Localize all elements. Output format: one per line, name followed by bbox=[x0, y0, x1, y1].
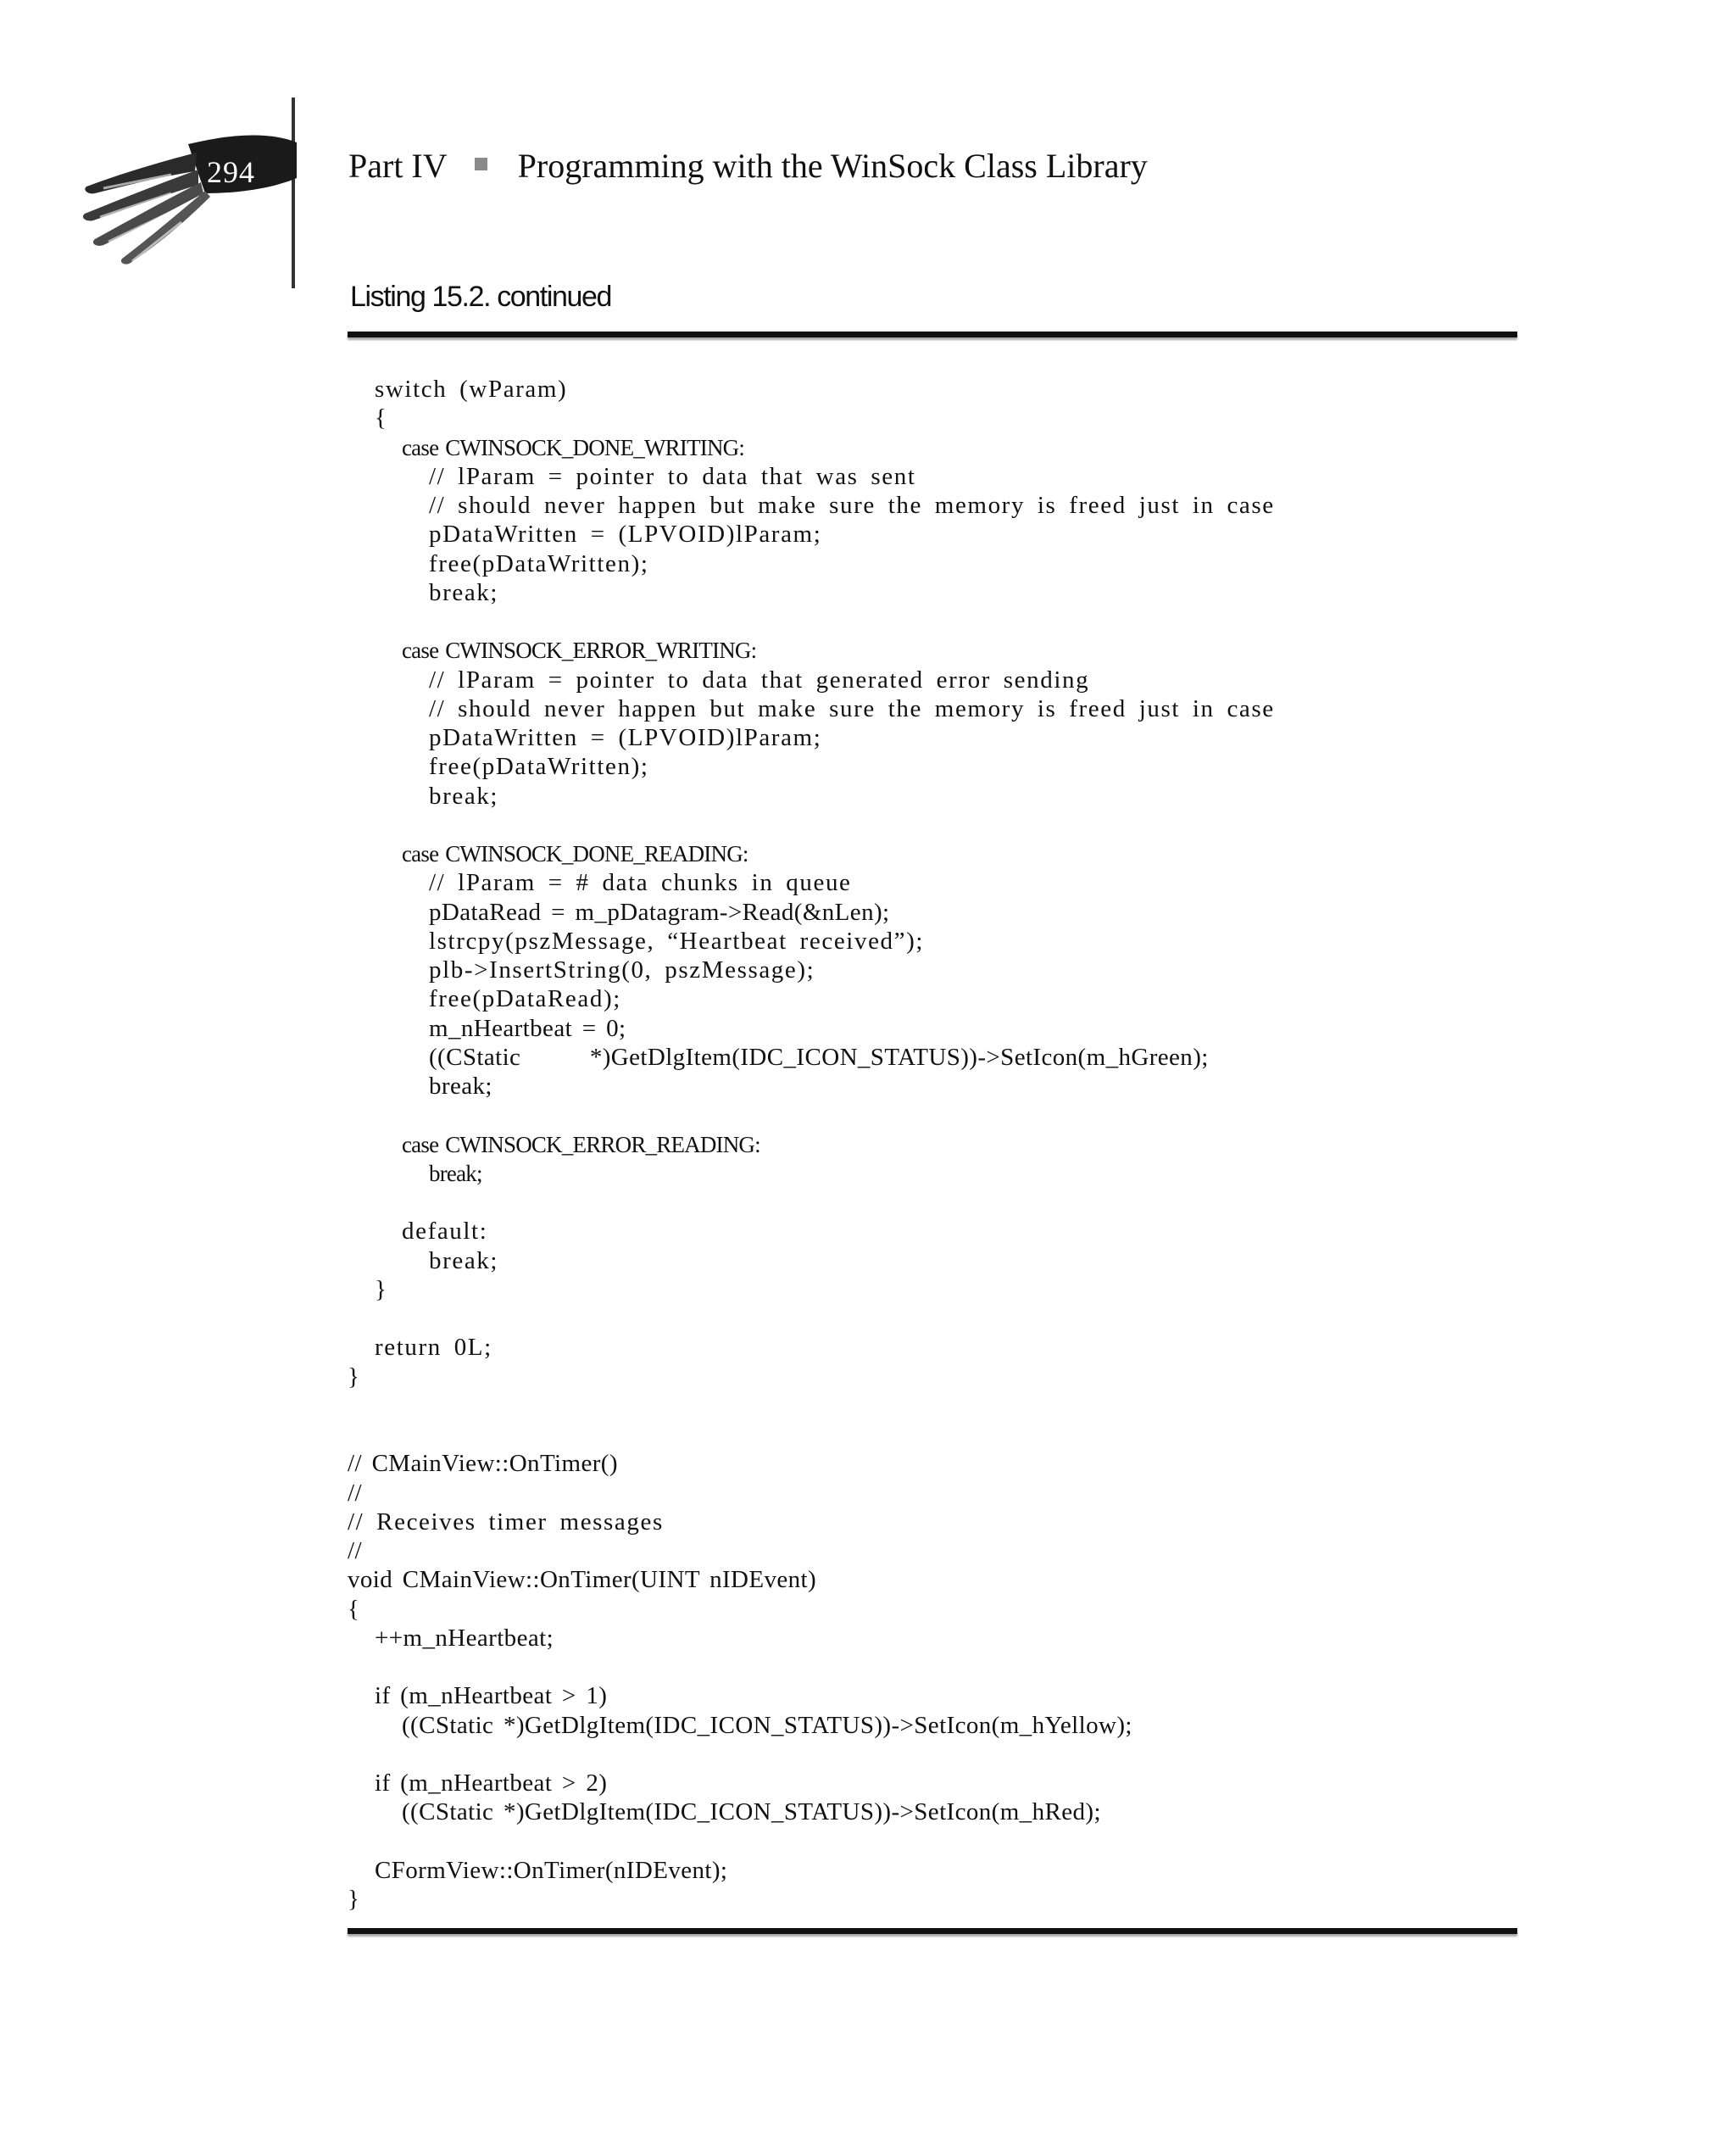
code-line: break; bbox=[429, 1073, 492, 1100]
running-header bbox=[348, 146, 1148, 186]
code-line: { bbox=[348, 1595, 360, 1623]
code-line: // bbox=[348, 1537, 362, 1564]
code-line: pDataRead = m_pDatagram->Read(&nLen); bbox=[429, 898, 890, 926]
code-line: m_nHeartbeat = 0; bbox=[429, 1014, 626, 1042]
bottom-rule bbox=[348, 1928, 1517, 1934]
code-line: void CMainView::OnTimer(UINT nIDEvent) bbox=[348, 1566, 817, 1594]
code-line: break; bbox=[429, 1246, 499, 1274]
code-line: free(pDataWritten); bbox=[429, 549, 649, 577]
code-line: plb->InsertString(0, pszMessage); bbox=[429, 956, 815, 984]
square-bullet-icon bbox=[475, 158, 487, 170]
code-line: return 0L; bbox=[375, 1334, 492, 1362]
code-line bbox=[348, 1188, 1517, 1217]
code-line: ((CStatic *)GetDlgItem(IDC_ICON_STATUS))->SetIcon(m_hYellow); bbox=[402, 1711, 1132, 1739]
code-line: case CWINSOCK_DONE_READING: bbox=[402, 841, 748, 867]
part-label: Part IV bbox=[348, 147, 448, 185]
code-line: if (m_nHeartbeat > 1) bbox=[375, 1682, 608, 1710]
chapter-title: Programming with the WinSock Class Library bbox=[517, 147, 1148, 185]
code-line: break; bbox=[429, 578, 499, 606]
code-line: CFormView::OnTimer(nIDEvent); bbox=[375, 1856, 728, 1884]
code-line: lstrcpy(pszMessage, “Heartbeat received”); bbox=[429, 927, 925, 955]
code-line: } bbox=[375, 1275, 388, 1303]
code-line bbox=[348, 1304, 1517, 1333]
code-line: // bbox=[348, 1479, 362, 1507]
code-line: if (m_nHeartbeat > 2) bbox=[375, 1770, 608, 1797]
code-line bbox=[348, 1391, 1517, 1420]
code-listing bbox=[348, 375, 1517, 1914]
code-line: break; bbox=[429, 782, 499, 810]
code-line: // lParam = # data chunks in queue bbox=[429, 869, 852, 897]
code-line: switch (wParam) bbox=[375, 376, 568, 403]
code-line: } bbox=[348, 1886, 360, 1913]
top-rule bbox=[348, 332, 1517, 337]
code-line bbox=[348, 1652, 1517, 1681]
code-line bbox=[348, 811, 1517, 839]
code-line: // should never happen but make sure the memory is freed just in case bbox=[429, 492, 1275, 519]
code-line: case CWINSOCK_DONE_WRITING: bbox=[402, 434, 745, 460]
code-line: pDataWritten = (LPVOID)lParam; bbox=[429, 724, 822, 751]
code-line: } bbox=[348, 1363, 361, 1391]
code-line: // CMainView::OnTimer() bbox=[348, 1450, 618, 1478]
page-number: 294 bbox=[207, 155, 255, 189]
code-line: case CWINSOCK_ERROR_WRITING: bbox=[402, 638, 757, 664]
code-line: default: bbox=[402, 1218, 488, 1246]
listing-caption: Listing 15.2. continued bbox=[350, 281, 612, 313]
code-line: ((CStatic *)GetDlgItem(IDC_ICON_STATUS))->SetIcon(m_hRed); bbox=[402, 1798, 1101, 1826]
code-line: free(pDataRead); bbox=[429, 985, 621, 1013]
code-line: // should never happen but make sure the memory is freed just in case bbox=[429, 694, 1275, 722]
book-logo-hand-icon bbox=[70, 93, 315, 297]
code-line: // Receives timer messages bbox=[348, 1508, 664, 1535]
code-line: ++m_nHeartbeat; bbox=[375, 1624, 554, 1652]
code-line bbox=[348, 1101, 1517, 1129]
code-line: pDataWritten = (LPVOID)lParam; bbox=[429, 521, 822, 549]
code-line bbox=[348, 607, 1517, 636]
code-line: break; bbox=[429, 1160, 482, 1186]
code-line: // lParam = pointer to data that was sent bbox=[429, 462, 916, 490]
code-line bbox=[348, 1827, 1517, 1856]
code-line: ((CStatic *)GetDlgItem(IDC_ICON_STATUS))->SetIcon(m_hGreen); bbox=[429, 1043, 1209, 1071]
code-line: { bbox=[375, 404, 388, 432]
code-line: // lParam = pointer to data that generated error sending bbox=[429, 666, 1090, 694]
code-line bbox=[348, 1740, 1517, 1769]
code-line: free(pDataWritten); bbox=[429, 753, 649, 781]
code-line: case CWINSOCK_ERROR_READING: bbox=[402, 1131, 760, 1157]
code-line bbox=[348, 1420, 1517, 1449]
